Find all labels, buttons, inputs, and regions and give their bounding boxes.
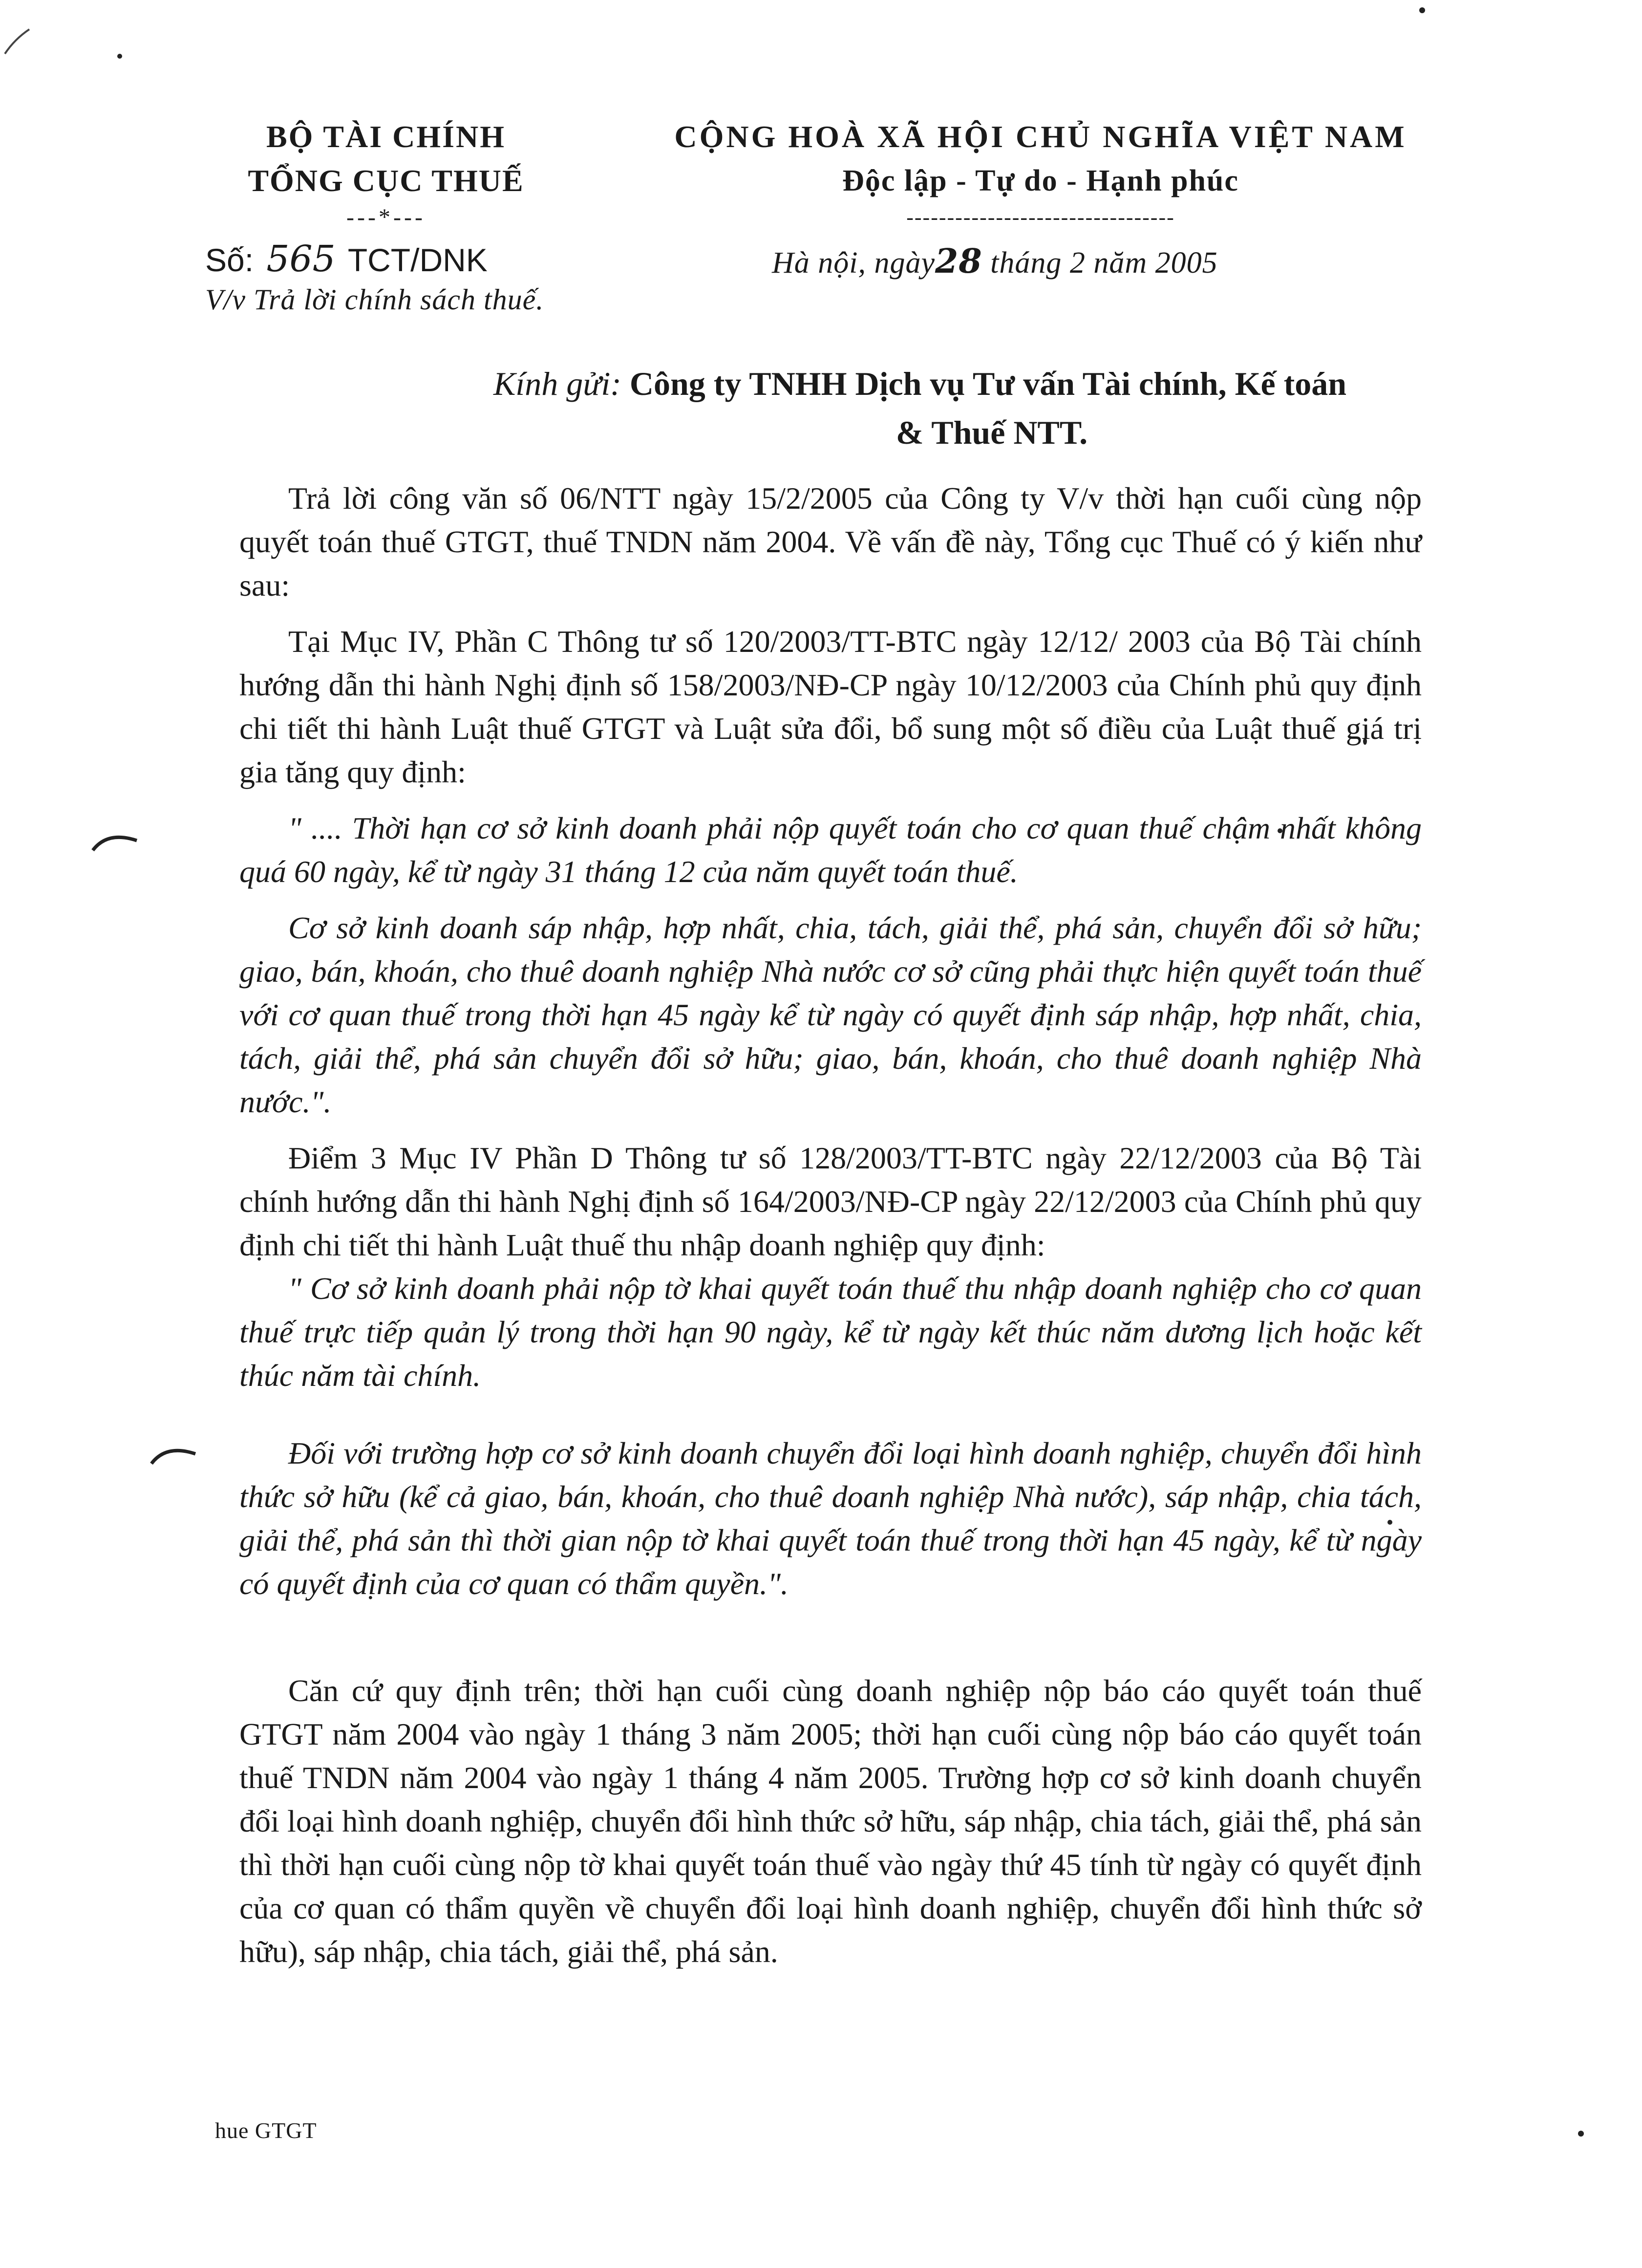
handwritten-number: 565: [266, 238, 336, 280]
paragraph-conclusion: Căn cứ quy định trên; thời hạn cuối cùng doanh nghiệp nộp báo cáo quyết toán thuế GTGT năm 2004 vào ngày 1 tháng 3 năm 2005; thời hạn cuối cùng nộp báo cáo quyết toán thuế TNDN năm 2004 vào ngày 1 tháng 4 năm 2005. Trường hợp cơ sở kinh doanh chuyển đổi loại hình doanh nghiệp, chuyển đổi hình thức sở hữu, sáp nhập, chia tách, giải thể, phá sản thì thời hạn cuối cùng nộp tờ khai quyết toán thuế vào ngày thứ 45 tính từ ngày có quyết định của cơ quan có thẩm quyền về chuyển đổi loại hình doanh nghiệp, chuyển đổi hình thức sở hữu), sáp nhập, chia tách, giải thể, phá sản.: [239, 1673, 1422, 1969]
quote-deadline-90-days: " Cơ sở kinh doanh phải nộp tờ khai quyết toán thuế thu nhập doanh nghiệp cho cơ quan thuế trực tiếp quản lý trong thời hạn 90 ngày, kể từ ngày kết thúc năm dương lịch hoặc kết thúc năm tài chính.: [239, 1271, 1422, 1393]
reference-block: [205, 237, 694, 317]
document-number: [205, 237, 694, 282]
number-suffix: TCT/DNK: [347, 242, 488, 278]
quote-deadline-60-days: " .... Thời hạn cơ sở kinh doanh phải nộp quyết toán cho cơ quan thuế chậm nhất không quá 60 ngày, kể từ ngày 31 tháng 12 của năm quyết toán thuế.: [239, 811, 1422, 889]
paragraph-circular-120: Tại Mục IV, Phần C Thông tư số 120/2003/TT-BTC ngày 12/12/ 2003 của Bộ Tài chính hướng dẫn thi hành Nghị định số 158/2003/NĐ-CP ngày 10/12/2003 của Chính phủ quy định chi tiết thi hành Luật thuế GTGT và Luật sửa đổi, bổ sung một số điều của Luật thuế giá trị gia tăng quy định:: [239, 624, 1422, 789]
letter-body: [239, 476, 1422, 1973]
spacer: [239, 607, 1422, 620]
scan-mark-margin: [147, 1439, 200, 1469]
scan-speck: [117, 54, 122, 59]
filing-note: hue GTGT: [215, 2118, 317, 2143]
scan-mark-top-left: [0, 20, 59, 59]
motto-separator: ---------------------------------: [906, 205, 1175, 229]
date-rest: tháng 2 năm 2005: [990, 246, 1218, 280]
number-prefix: Số:: [205, 242, 254, 278]
spacer: [239, 893, 1422, 906]
spacer: [239, 1123, 1422, 1136]
agency-separator: ---*---: [346, 204, 426, 230]
document-subject: V/v Trả lời chính sách thuế.: [205, 283, 544, 316]
scan-speck: [1419, 7, 1425, 13]
issuing-agency-block: [166, 115, 606, 232]
recipient-line-2: & Thuế NTT.: [896, 414, 1088, 451]
spacer: [239, 1397, 1422, 1431]
dateline: [772, 242, 1407, 282]
paragraph-intro: Trả lời công văn số 06/NTT ngày 15/2/2005 của Công ty V/v thời hạn cuối cùng nộp quyết toán thuế GTGT, thuế TNDN năm 2004. Về vấn đề này, Tổng cục Thuế có ý kiến như sau:: [239, 481, 1422, 603]
department-name: TỔNG CỤC THUẾ: [248, 163, 524, 198]
quote-deadline-45-days: Cơ sở kinh doanh sáp nhập, hợp nhất, chia, tách, giải thể, phá sản, chuyển đổi sở hữu; giao, bán, khoán, cho thuê doanh nghiệp Nhà nước cơ sở cũng phải thực hiện quyết toán thuế với cơ quan thuế trong thời hạn 45 ngày kể từ ngày có quyết định sáp nhập, hợp nhất, chia, tách, giải thể, phá sản chuyển đổi sở hữu; giao, bán, khoán, cho thuê doanh nghiệp Nhà nước.".: [239, 910, 1422, 1119]
paragraph-circular-128: Điểm 3 Mục IV Phần D Thông tư số 128/2003/TT-BTC ngày 22/12/2003 của Bộ Tài chính hướng dẫn thi hành Nghị định số 164/2003/NĐ-CP ngày 22/12/2003 của Chính phủ quy định chi tiết thi hành Luật thuế thu nhập doanh nghiệp quy định:: [239, 1141, 1422, 1262]
quote-conversion-45-days: Đối với trường hợp cơ sở kinh doanh chuyển đổi loại hình doanh nghiệp, chuyển đổi hình thức sở hữu (kể cả giao, bán, khoán, cho thuê doanh nghiệp Nhà nước), sáp nhập, chia tách, giải thể, phá sản thì thời gian nộp tờ khai quyết toán thuế trong thời hạn 45 ngày, kể từ ngày có quyết định của cơ quan có thẩm quyền.".: [239, 1436, 1422, 1601]
national-motto: Độc lập - Tự do - Hạnh phúc: [842, 164, 1239, 197]
scan-speck: [1578, 2131, 1584, 2137]
recipient-label: Kính gửi:: [493, 365, 621, 402]
handwritten-day: 28: [935, 242, 982, 281]
nation-title: CỘNG HOÀ XÃ HỘI CHỦ NGHĨA VIỆT NAM: [674, 119, 1407, 154]
agency-name: BỘ TÀI CHÍNH: [266, 119, 506, 154]
spacer: [239, 794, 1422, 806]
scan-mark-margin: [88, 826, 142, 855]
spacer: [239, 1605, 1422, 1669]
date-place: Hà nội, ngày: [772, 246, 936, 280]
recipient-line-1: Công ty TNHH Dịch vụ Tư vấn Tài chính, Kế toán: [629, 365, 1347, 402]
recipient-block: [493, 359, 1422, 457]
national-title-block: [674, 115, 1407, 232]
